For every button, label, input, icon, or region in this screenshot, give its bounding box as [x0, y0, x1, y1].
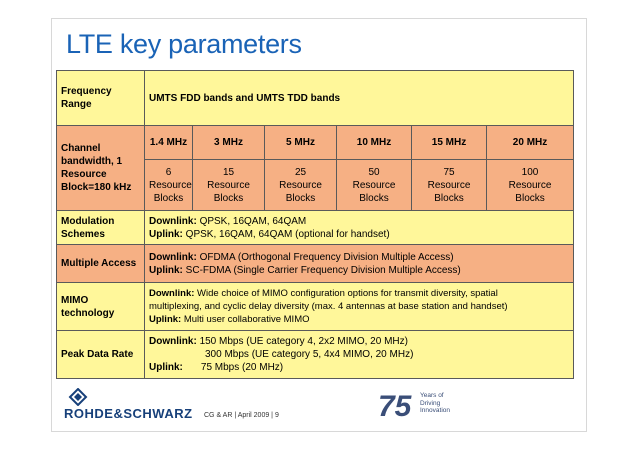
rs-diamond-icon: [68, 388, 88, 406]
downlink-value: OFDMA (Orthogonal Frequency Division Multiple Access): [199, 251, 454, 263]
footer-info: CG & AR | April 2009 | 9: [204, 412, 279, 419]
rb-unit: Resource: [508, 179, 552, 191]
rb-count: 75: [443, 166, 455, 178]
rb-unit: Resource: [352, 179, 396, 191]
downlink-value-1: Wide choice of MIMO configuration options for transmit diversity, spatial: [197, 288, 498, 299]
peak-data-rate-label: Peak Data Rate: [57, 331, 145, 379]
bandwidth-3: 5 MHz: [265, 126, 337, 160]
multiple-access-label: Multiple Access: [57, 245, 145, 283]
row-mimo: [57, 283, 574, 331]
rohde-schwarz-logo: [64, 388, 214, 424]
bandwidth-6: 20 MHz: [487, 126, 574, 160]
brand-name: ROHDE&SCHWARZ: [64, 406, 193, 421]
rb-suffix: Blocks: [434, 192, 464, 204]
row-modulation: [57, 211, 574, 245]
downlink-key: Downlink:: [149, 336, 197, 347]
uplink-value: 75 Mbps (20 MHz): [200, 362, 284, 373]
downlink-value-2: 300 Mbps (UE category 5, 4x4 MIMO, 20 MHz): [205, 349, 414, 360]
bandwidth-5: 15 MHz: [412, 126, 487, 160]
uplink-value: Multi user collaborative MIMO: [183, 314, 310, 325]
anniversary-number: 75: [378, 390, 412, 420]
frequency-value: UMTS FDD bands and UMTS TDD bands: [145, 71, 574, 126]
downlink-value-2: multiplexing, and cyclic delay diversity (max. 4 antennas at base station and handset): [149, 301, 508, 312]
bandwidth-4: 10 MHz: [337, 126, 412, 160]
row-multiple-access: [57, 245, 574, 283]
rb-suffix: Blocks: [213, 192, 244, 204]
modulation-label: Modulation Schemes: [57, 211, 145, 245]
rb-count: 100: [521, 166, 539, 178]
lte-parameters-table: [56, 70, 574, 379]
peak-data-rate-value: [145, 331, 574, 379]
rb-count: 50: [368, 166, 380, 178]
bandwidth-2: 3 MHz: [193, 126, 265, 160]
mimo-value: [145, 283, 574, 331]
rb-suffix: Blocks: [359, 192, 389, 204]
anniversary-line-1: Years of: [420, 392, 444, 399]
rb-unit: Resource: [207, 179, 250, 191]
downlink-key: Downlink:: [149, 288, 195, 299]
rb-unit: Resource: [149, 179, 192, 191]
resource-blocks-5: [412, 160, 487, 211]
resource-blocks-1: [145, 160, 193, 211]
rb-suffix: Blocks: [153, 192, 184, 204]
downlink-value-1: 150 Mbps (UE category 4, 2x2 MIMO, 20 MHz): [199, 336, 408, 347]
resource-blocks-3: [265, 160, 337, 211]
downlink-key: Downlink:: [149, 215, 197, 227]
rb-suffix: Blocks: [515, 192, 545, 204]
rb-count: 6: [165, 166, 172, 178]
rb-suffix: Blocks: [285, 192, 316, 204]
rb-unit: Resource: [427, 179, 471, 191]
uplink-key: Uplink:: [149, 228, 183, 240]
uplink-value: QPSK, 16QAM, 64QAM (optional for handset): [185, 228, 390, 240]
anniversary-line-2: Driving: [420, 399, 441, 407]
downlink-value: QPSK, 16QAM, 64QAM: [199, 215, 307, 227]
slide-title: LTE key parameters: [66, 29, 302, 59]
uplink-key: Uplink:: [149, 264, 183, 276]
anniversary-line-3: Innovation: [420, 407, 450, 414]
bandwidth-1: 1.4 MHz: [145, 126, 193, 160]
anniversary-text: [420, 392, 450, 415]
rb-unit: Resource: [279, 179, 322, 191]
uplink-key: Uplink:: [149, 314, 182, 325]
rb-count: 15: [222, 166, 235, 178]
row-channel-bandwidth: [57, 126, 574, 160]
resource-blocks-6: [487, 160, 574, 211]
multiple-access-value: [145, 245, 574, 283]
anniversary-logo: [378, 388, 488, 424]
uplink-value: SC-FDMA (Single Carrier Frequency Division Multiple Access): [185, 264, 461, 276]
rb-count: 25: [294, 166, 307, 178]
resource-blocks-4: [337, 160, 412, 211]
row-peak-data-rate: [57, 331, 574, 379]
resource-blocks-2: [193, 160, 265, 211]
modulation-value: [145, 211, 574, 245]
uplink-key: Uplink:: [149, 362, 183, 373]
mimo-label: MIMO technology: [57, 283, 145, 331]
channel-bandwidth-label: Channel bandwidth, 1 Resource Block=180 kHz: [57, 126, 145, 211]
downlink-key: Downlink:: [149, 251, 197, 263]
seventy-five-mark-icon: [378, 390, 422, 420]
frequency-label: Frequency Range: [57, 71, 145, 126]
row-frequency-range: [57, 71, 574, 126]
